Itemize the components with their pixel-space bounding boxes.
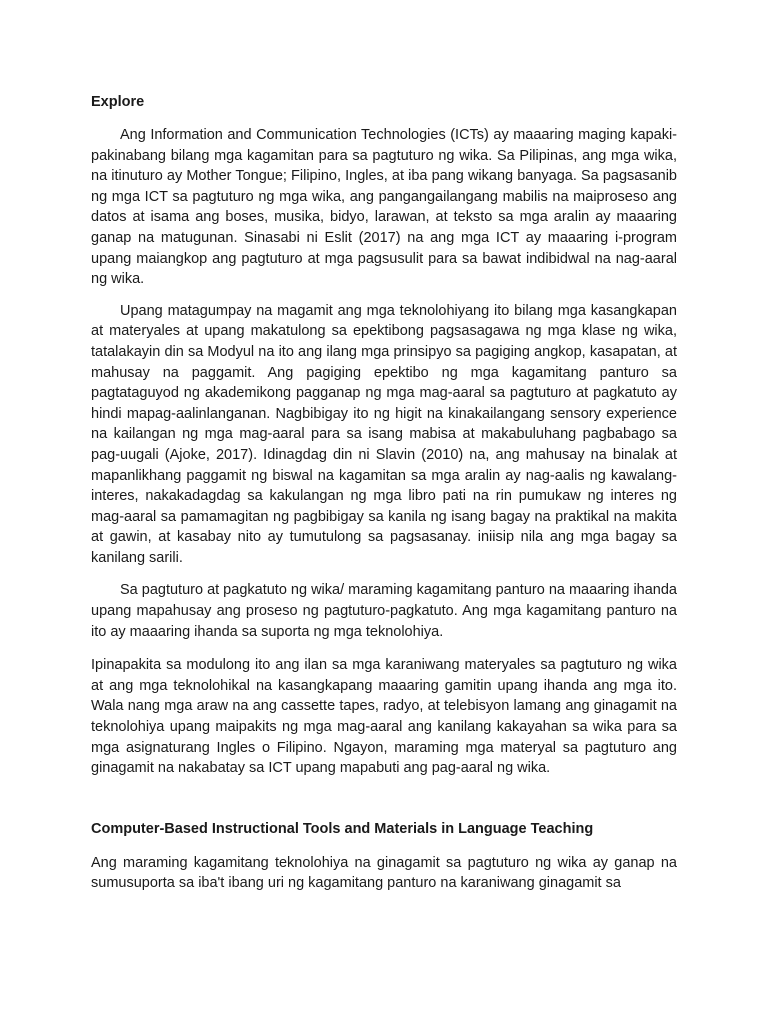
paragraph-module-overview: Ipinapakita sa modulong ito ang ilan sa mga karaniwang materyales sa pagtuturo ng wika at ang mga teknolohikal na kasangkapang maaaring gamitin upang ihanda ang mga ito. Wala nang mga araw na ang cassette tapes, radyo, at telebisyon lamang ang ginagamit na teknolohiya upang maipakits ng mga mag-aaral ang kanilang kakayahan sa wika para sa mga asignaturang Ingles o Filipino. Ngayon, maraming mga materyal sa pagtuturo ang ginagamit na nakabatay sa ICT upang mapabuti ang pag-aaral ng wika. — [91, 657, 677, 777]
section-heading: Computer-Based Instructional Tools and Materials in Language Teaching — [91, 820, 594, 837]
document-page — [91, 92, 677, 894]
paragraph-teaching-materials: Upang matagumpay na magamit ang mga teknolohiyang ito bilang mga kasangkapan at materyales at upang makatulong sa epektibong pagsasagawa ng mga klase ng wika, tatalakayin din sa Modyul na ito ang ilang mga prinsipyo sa pagiging angkop, kasapatan, at mahusay na paggamit. Ang pagiging epektibo ng mga kagamitang panturo sa pagtataguyod ng akademikong pagganap ng mga mag-aaral sa pagtuturo at pagkatuto ay hindi mapag-aalinlanganan. Nagbibigay ito ng higit na kinakailangang sensory experience na kailangan ng mga mag-aaral para sa isang mabisa at makabuluhang pagbabago sa pag-uugali (Ajoke, 2017). Idinagdag din ni Slavin (2010) na, ang mahusay na binalak at mapanlikhang paggamit ng biswal na kagamitan sa mga aralin ay nag-aalis ng kawalang-interes, nakakadagdag sa kakulangan ng mga libro pati na rin pumukaw ng interes ng mag-aaral sa pamamagitan ng pagbibigay sa kanila ng isang bagay na praktikal na makita at gawin, at kasabay nito ay tumutulong sa pagsasanay. iniisip nila ang mga bagay sa kanilang sarili. — [91, 302, 677, 566]
paragraph-language-teaching: Sa pagtuturo at pagkatuto ng wika/ maraming kagamitang panturo na maaaring ihanda upang mapahusay ang proseso ng pagtuturo-pagkatuto. Ang mga kagamitang panturo na ito ay maaaring ihanda sa suporta ng mga teknolohiya. — [91, 582, 677, 640]
paragraph-ict-introduction: Ang Information and Communication Technologies (ICTs) ay maaaring maging kapaki-pakinabang bilang mga kagamitan para sa pagtuturo ng wika. Sa Pilipinas, ang mga wika, na itinuturo ay Mother Tongue; Filipino, Ingles, at iba pang wikang banyaga. Sa pagsasanib ng mga ICT sa pagtuturo ng mga wika, ang pangangailangang mabilis na maiproseso ang datos at isama ang boses, musika, bidyo, larawan, at teksto sa mga aralin ay maaaring ganap na matugunan. Sinasabi ni Eslit (2017) na ang mga ICT ay maaaring i-program upang maiangkop ang pagtuturo at mga pagsusulit para sa bawat indibidwal na nag-aaral ng wika. — [91, 127, 677, 288]
explore-heading: Explore — [91, 94, 145, 110]
paragraph-computer-based-tools: Ang maraming kagamitang teknolohiya na ginagamit sa pagtuturo ng wika ay ganap na sumusuporta sa iba't ibang uri ng kagamitang panturo na karaniwang ginagamit sa — [91, 854, 677, 892]
